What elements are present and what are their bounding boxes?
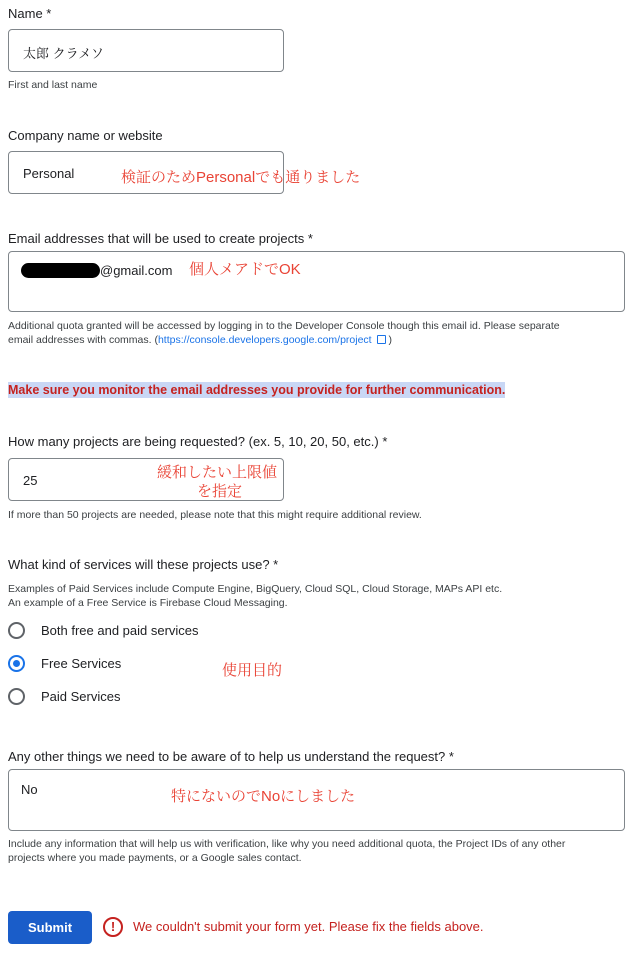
other-textarea-value: No: [21, 782, 38, 797]
radio-unchecked-icon[interactable]: [8, 622, 25, 639]
error-circle-icon: !: [103, 917, 123, 937]
projects-hint: If more than 50 projects are needed, please note that this might require additional review.: [8, 509, 422, 521]
email-input[interactable]: [8, 251, 625, 312]
email-hint-line2: email addresses with commas. (https://console.developers.google.com/project ): [8, 334, 393, 346]
redacted-email: [21, 263, 100, 278]
monitor-notice: [8, 381, 505, 399]
radio-label-free: Free Services: [41, 655, 122, 671]
name-hint: First and last name: [8, 79, 98, 91]
projects-annotation-line2: を指定: [197, 483, 243, 500]
services-label: What kind of services will these projects use? *: [8, 557, 279, 572]
name-input[interactable]: [8, 29, 284, 72]
email-annotation: 個人メアドでOK: [189, 261, 301, 278]
company-annotation: 検証のためPersonalでも通りました: [121, 169, 361, 186]
radio-label-paid: Paid Services: [41, 688, 121, 704]
developer-console-link[interactable]: https://console.developers.google.com/project: [157, 334, 372, 346]
email-hint: [8, 319, 560, 347]
services-hint-line1: Examples of Paid Services include Compute Engine, BigQuery, Cloud SQL, Cloud Storage, MAPs API etc.: [8, 583, 503, 595]
other-hint-line2: projects where you made payments, or a Google sales contact.: [8, 852, 302, 864]
company-input-value: Personal: [23, 166, 75, 181]
name-input-value: 太郎 クラメソ: [23, 46, 104, 61]
email-hint-line1: Additional quota granted will be accessed by logging in to the Developer Console though this email id. Please separate: [8, 320, 560, 332]
services-hint: [8, 582, 502, 610]
email-label: Email addresses that will be used to create projects *: [8, 231, 313, 246]
email-input-value: @gmail.com: [100, 263, 173, 278]
radio-checked-icon[interactable]: [8, 655, 25, 672]
company-label: Company name or website: [8, 128, 163, 143]
submit-button[interactable]: Submit: [8, 911, 92, 944]
projects-label: How many projects are being requested? (ex. 5, 10, 20, 50, etc.) *: [8, 434, 388, 449]
external-link-icon: [377, 335, 386, 344]
other-annotation: 特にないのでNoにしました: [171, 788, 356, 805]
other-hint: [8, 837, 565, 865]
error-message: We couldn't submit your form yet. Please fix the fields above.: [133, 919, 484, 934]
other-label: Any other things we need to be aware of to help us understand the request? *: [8, 749, 454, 764]
radio-option-paid[interactable]: [8, 686, 120, 706]
projects-input-value: 25: [23, 473, 38, 488]
services-hint-line2: An example of a Free Service is Firebase Cloud Messaging.: [8, 597, 288, 609]
radio-unchecked-icon[interactable]: [8, 688, 25, 705]
services-annotation: 使用目的: [222, 662, 283, 679]
monitor-notice-text: Make sure you monitor the email addresses you provide for further communication.: [8, 383, 506, 397]
other-hint-line1: Include any information that will help us with verification, like why you need additional quota, the Project IDs of any other: [8, 838, 566, 850]
radio-option-both[interactable]: [8, 620, 199, 640]
name-label: Name *: [8, 6, 52, 21]
radio-option-free[interactable]: [8, 653, 121, 673]
projects-annotation-line1: 緩和したい上限値: [157, 464, 278, 481]
radio-label-both: Both free and paid services: [41, 622, 199, 638]
